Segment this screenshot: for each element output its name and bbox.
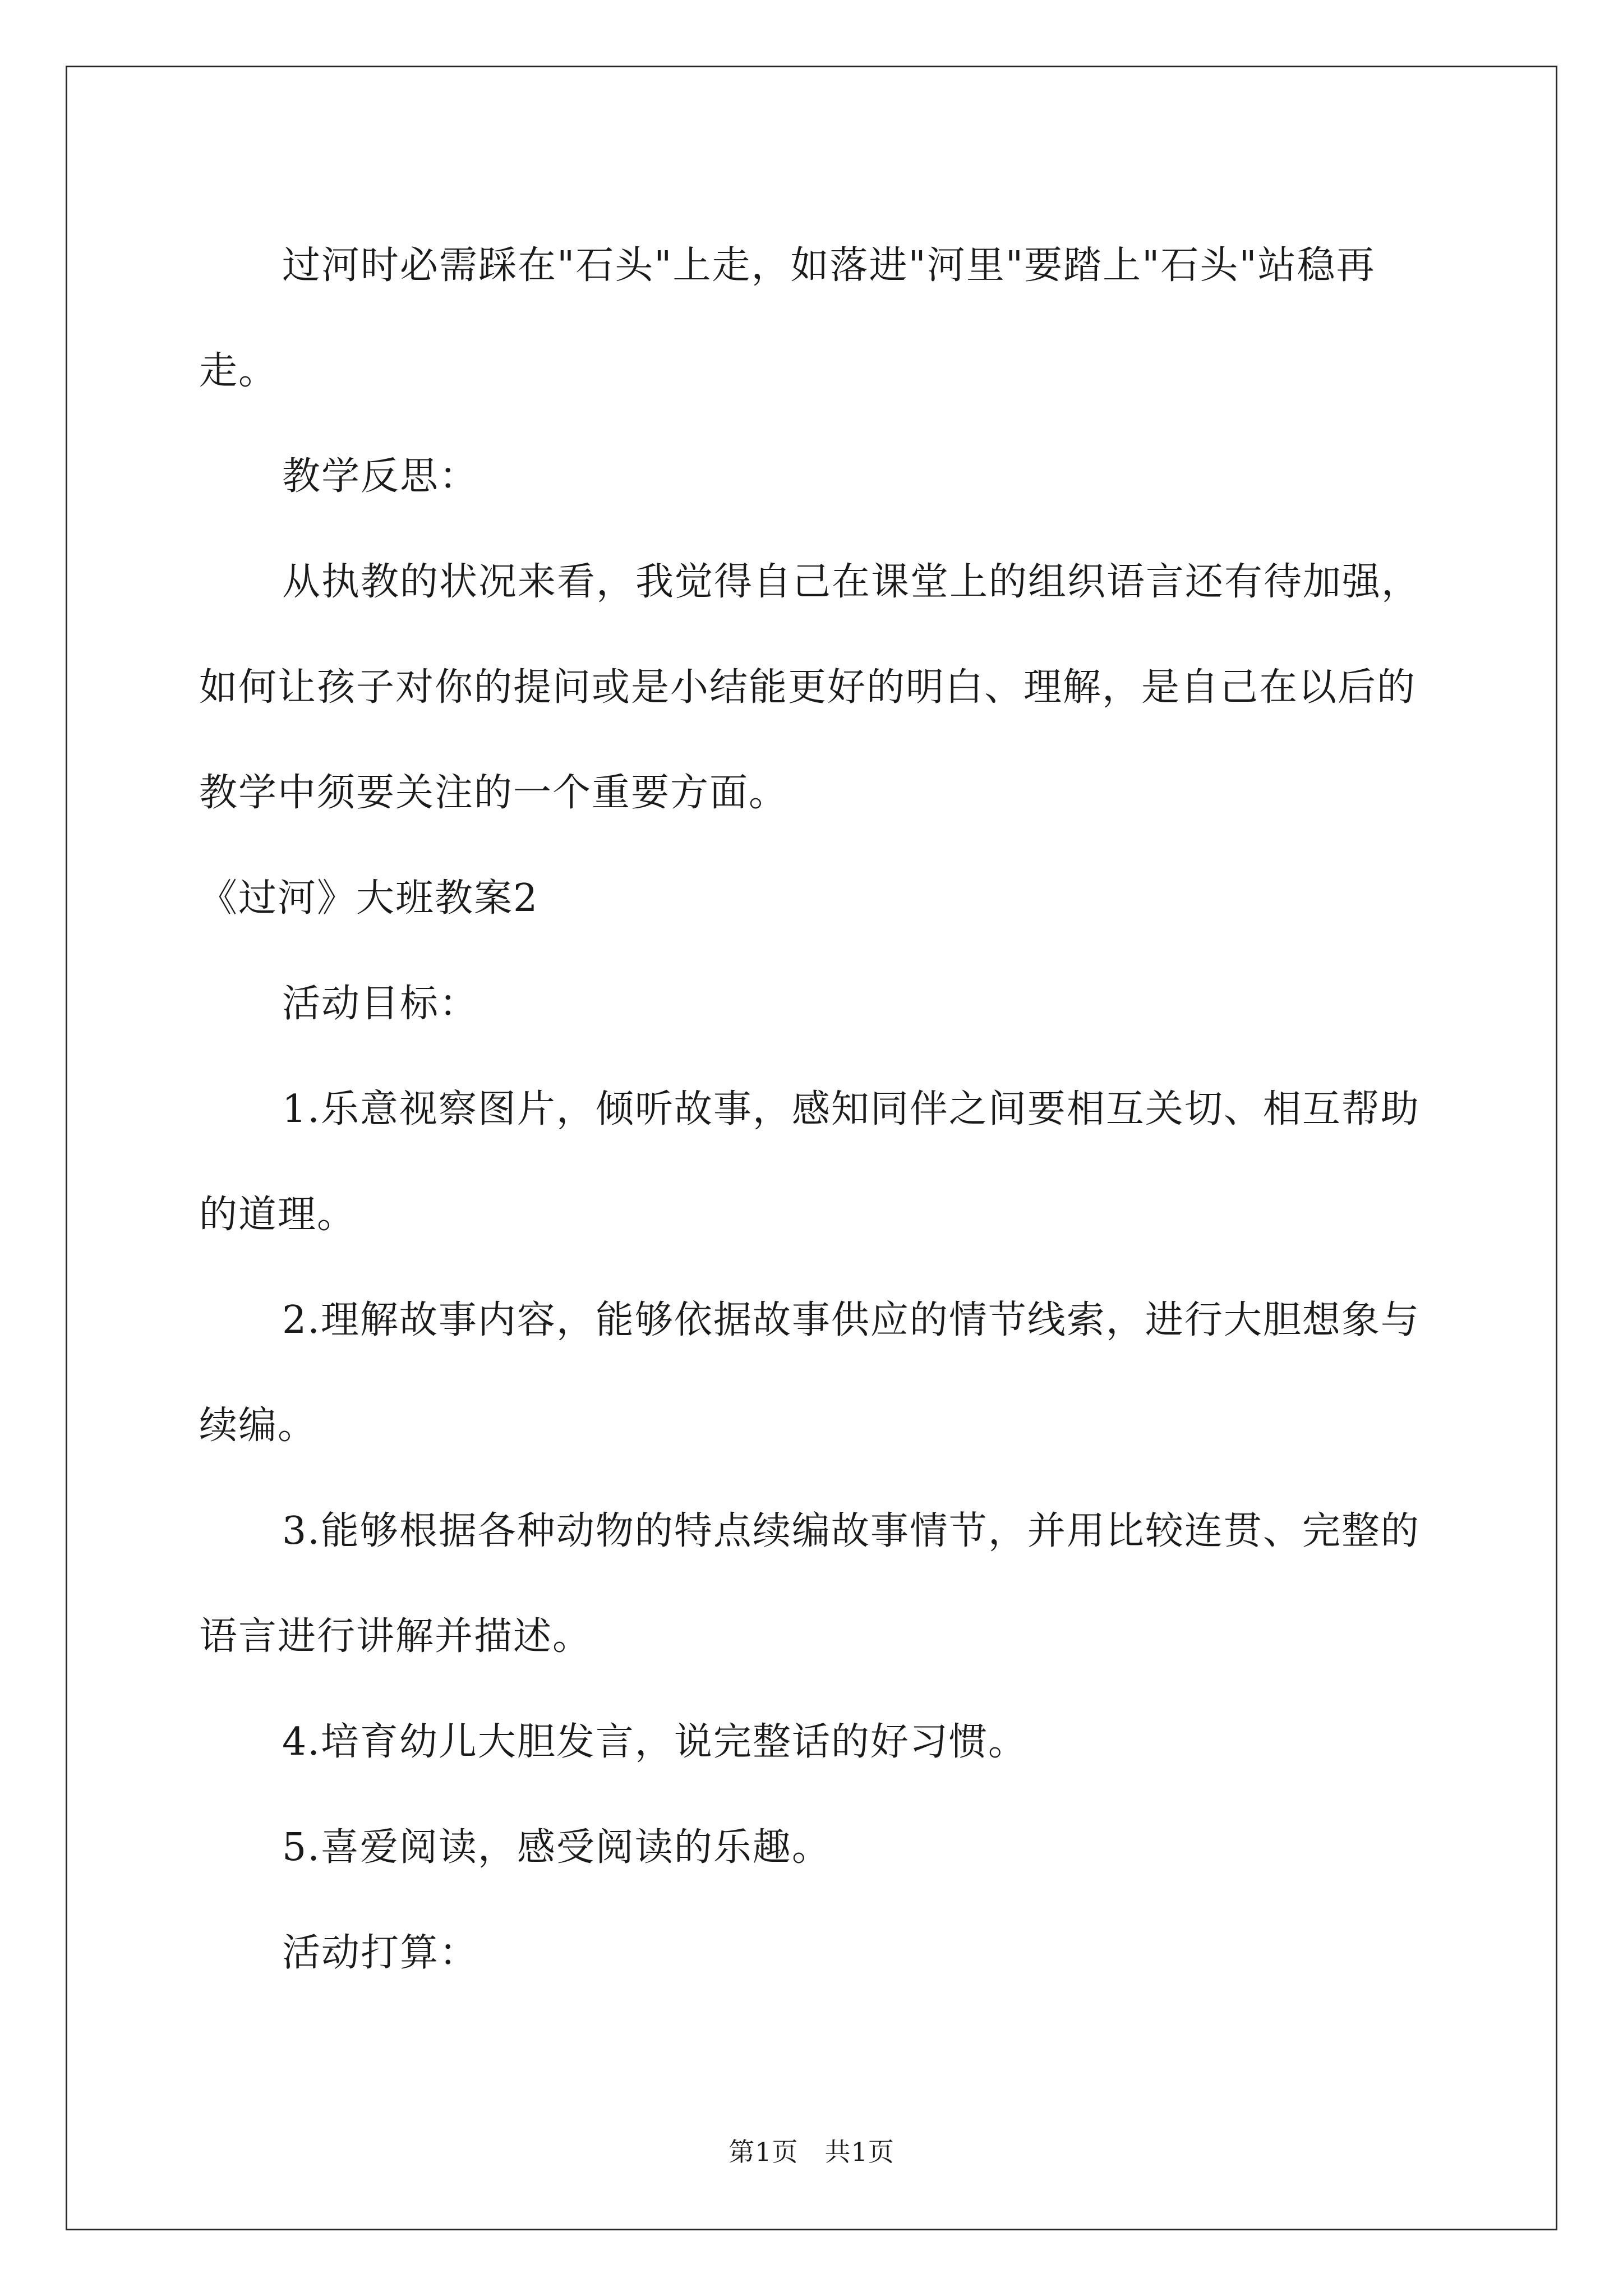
page-footer: 第1页 共1页 — [728, 2137, 895, 2167]
section-heading: 《过河》大班教案2 — [199, 876, 539, 921]
paragraph-activity-plan-label: 活动打算： — [282, 1931, 479, 1975]
paragraph-goal-1: 1.乐意视察图片，倾听故事，感知同伴之间要相互关切、相互帮助的道理。 — [199, 1087, 1420, 1237]
paragraph-teaching-reflection: 从执教的状况来看，我觉得自己在课堂上的组织语言还有待加强，如何让孩子对你的提问或是小结能更好的明白、理解，是自己在以后的教学中须要关注的一个重要方面。 — [199, 560, 1421, 815]
paragraph-crossing-rule: 过河时必需踩在"石头"上走，如落进"河里"要踏上"石头"站稳再走。 — [199, 243, 1376, 393]
paragraph-goal-2: 2.理解故事内容，能够依据故事供应的情节线索，进行大胆想象与续编。 — [199, 1298, 1420, 1448]
paragraph-goal-5: 5.喜爱阅读，感受阅读的乐趣。 — [282, 1825, 831, 1870]
paragraph-goal-3: 3.能够根据各种动物的特点续编故事情节，并用比较连贯、完整的语言进行讲解并描述。 — [199, 1509, 1420, 1659]
paragraph-teaching-reflection-label: 教学反思： — [282, 454, 479, 499]
document-body — [199, 213, 1433, 2006]
paragraph-activity-goals-label: 活动目标： — [282, 982, 479, 1026]
paragraph-goal-4: 4.培育幼儿大胆发言，说完整话的好习惯。 — [282, 1720, 1027, 1764]
